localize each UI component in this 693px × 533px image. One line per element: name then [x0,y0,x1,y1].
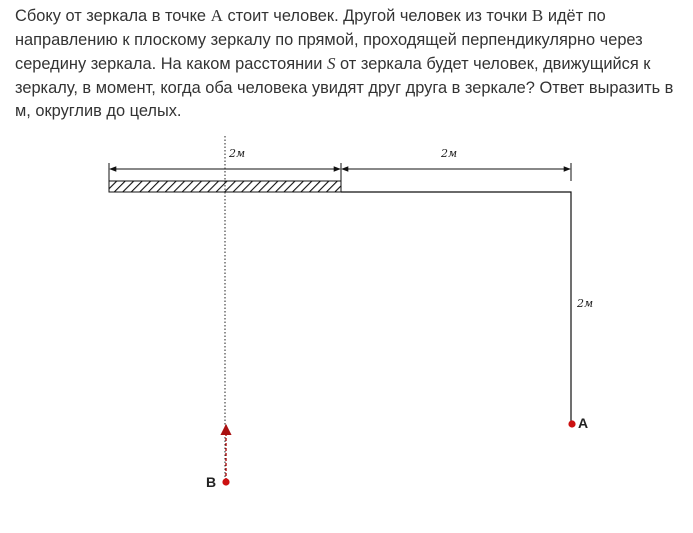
point-a-label: A [578,415,589,431]
symbol-b: B [531,6,544,25]
problem-text-part4: от зеркала будет человек, движущийся к зеркалу, в момент, когда оба человека увидят друг друга в зеркале? Ответ выразить в м, округлив до целых. [15,55,674,120]
problem-text-part2: стоит человек. Другой человек из точки [222,7,532,25]
wall-line [341,192,571,424]
dim-label-vertical: 2м [577,297,594,310]
dim-label-gap: 2м [441,147,458,160]
point-b-label: B [206,474,217,490]
symbol-s: S [327,54,336,73]
problem-text-part3: идёт по направлению к плоскому зеркалу по прямой, проходящей перпендикулярно через середину зеркала. На каком расстоянии [15,7,643,73]
symbol-a: A [210,6,223,25]
point-a-marker [568,420,575,427]
point-b-marker [222,478,229,485]
problem-text-part1: Сбоку от зеркала в точке [15,7,211,25]
dim-label-mirror: 2м [229,147,246,160]
